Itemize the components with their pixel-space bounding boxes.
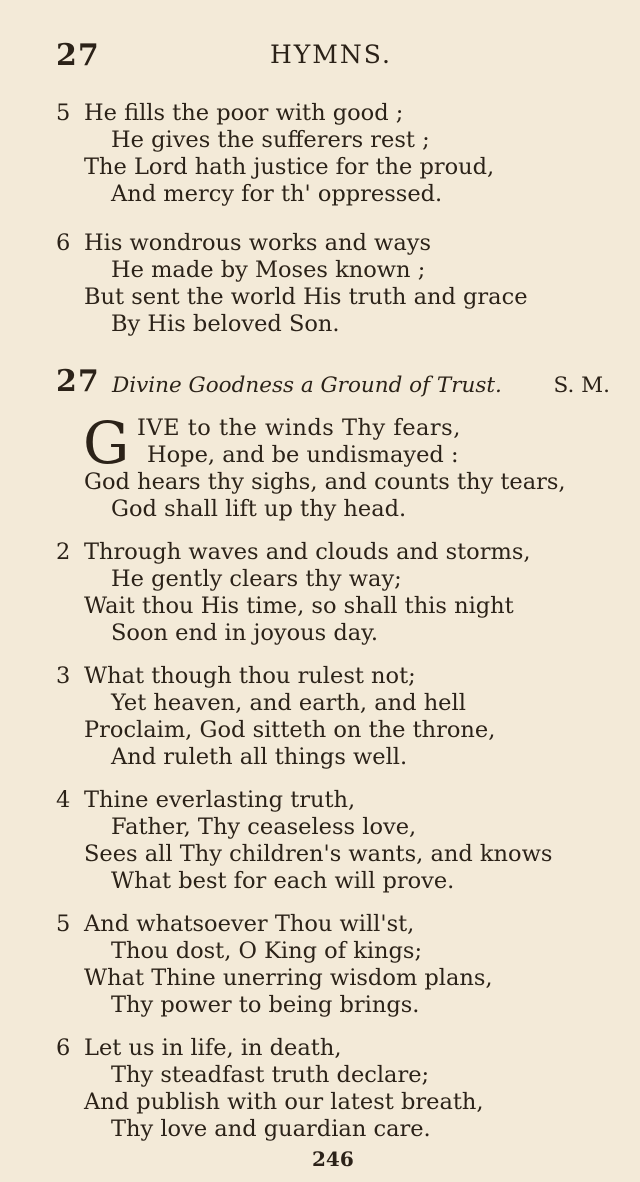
hymn-meter: S. M. <box>553 373 610 398</box>
page-header <box>56 38 600 74</box>
verse-line: What though thou rulest not; <box>84 663 416 689</box>
verse-number: 2 <box>56 539 71 565</box>
verse-number: 3 <box>56 663 71 689</box>
prev-verse-6 <box>56 230 610 338</box>
folio-number: 246 <box>312 1147 354 1171</box>
verse-line: Thy steadfast truth declare; <box>111 1062 430 1088</box>
verse-line: Yet heaven, and earth, and hell <box>111 690 466 716</box>
drop-cap: G <box>83 409 130 477</box>
verse-line: Thy love and guardian care. <box>111 1116 431 1142</box>
verse-line: He fills the poor with good ; <box>84 100 404 126</box>
verse-number: 5 <box>56 911 71 937</box>
hymn-verse-3 <box>56 663 610 771</box>
verse-line: His wondrous works and ways <box>84 230 431 256</box>
verse-line: Thou dost, O King of kings; <box>111 938 423 964</box>
hymn-verse-2 <box>56 539 610 647</box>
verse-line: IVE to the winds Thy fears, <box>137 415 461 441</box>
verse-line: Father, Thy ceaseless love, <box>111 814 417 840</box>
verse-line: Through waves and clouds and storms, <box>84 539 531 565</box>
page-number: 27 <box>56 38 100 73</box>
verse-line: Let us in life, in death, <box>84 1035 342 1061</box>
verse-line: But sent the world His truth and grace <box>84 284 528 310</box>
verse-line: He gives the sufferers rest ; <box>111 127 430 153</box>
prev-verse-5 <box>56 100 610 208</box>
verse-number: 6 <box>56 230 71 256</box>
hymn-heading <box>56 364 610 404</box>
hymn-verse-6 <box>56 1035 610 1143</box>
verse-line: Thine everlasting truth, <box>84 787 356 813</box>
verse-line: Hope, and be undismayed : <box>147 442 459 468</box>
verse-line: Sees all Thy children's wants, and knows <box>84 841 553 867</box>
verse-line: By His beloved Son. <box>111 311 340 337</box>
verse-line: What best for each will prove. <box>111 868 455 894</box>
hymn-verse-1 <box>56 409 610 523</box>
verse-line: God hears thy sighs, and counts thy tears, <box>84 469 566 495</box>
verse-line: Wait thou His time, so shall this night <box>84 593 514 619</box>
verse-line: Soon end in joyous day. <box>111 620 379 646</box>
hymn-verse-4 <box>56 787 610 895</box>
verse-number: 4 <box>56 787 71 813</box>
verse-line: And whatsoever Thou will'st, <box>84 911 415 937</box>
verse-line: Thy power to being brings. <box>111 992 420 1018</box>
hymn-number: 27 <box>56 364 100 399</box>
verse-line: Proclaim, God sitteth on the throne, <box>84 717 496 743</box>
verse-line: What Thine unerring wisdom plans, <box>84 965 493 991</box>
hymn-title: Divine Goodness a Ground of Trust. <box>112 373 502 398</box>
verse-number: 6 <box>56 1035 71 1061</box>
verse-line: God shall lift up thy head. <box>111 496 407 522</box>
verse-line: The Lord hath justice for the proud, <box>84 154 495 180</box>
verse-line: He made by Moses known ; <box>111 257 426 283</box>
verse-line: And publish with our latest breath, <box>84 1089 484 1115</box>
running-title: HYMNS. <box>270 40 392 69</box>
verse-line: And mercy for th' oppressed. <box>111 181 443 207</box>
verse-line: And ruleth all things well. <box>111 744 408 770</box>
verse-number: 5 <box>56 100 71 126</box>
verse-line: He gently clears thy way; <box>111 566 402 592</box>
hymn-verse-5 <box>56 911 610 1019</box>
